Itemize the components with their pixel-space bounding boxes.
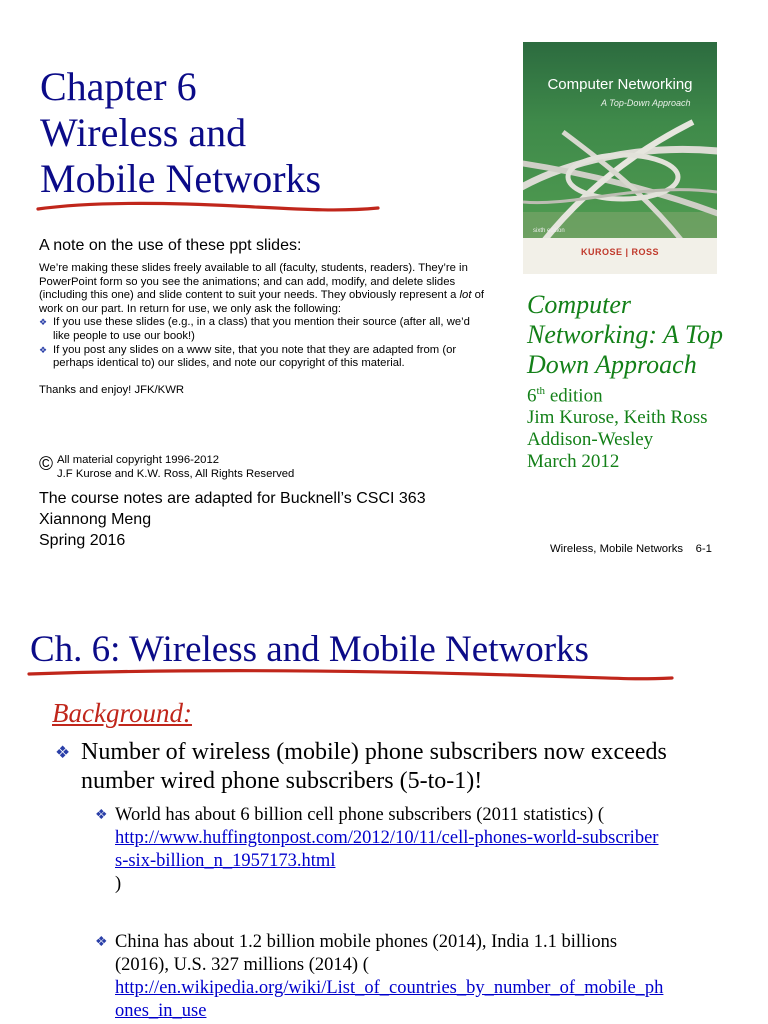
main-bullet-text: Number of wireless (mobile) phone subscribers now exceeds number wired phone subscribers (5-to-1)! (81, 739, 667, 794)
note-heading: A note on the use of these ppt slides: (39, 237, 302, 254)
book-title-line: Networking: A Top (527, 320, 724, 349)
book-title-line: Down Approach (527, 350, 697, 379)
diamond-bullet-icon: ❖ (95, 935, 108, 950)
note-thanks: Thanks and enjoy! JFK/KWR (39, 383, 185, 396)
slide-title: Ch. 6: Wireless and Mobile Networks (30, 629, 589, 670)
note-intro-text: We’re making these slides freely available to all (faculty, students, readers). They’re in PowerPoint form so you see the animations; and can add, modify, and delete slides (including this one) and slide content to suit your needs. They obviously represent a (39, 262, 468, 302)
title-underline (36, 196, 381, 218)
slide-2 (0, 596, 768, 1024)
note-intro-italic: lot (459, 289, 472, 302)
diamond-bullet-icon: ❖ (39, 344, 48, 355)
title-line-1: Chapter 6 (40, 64, 197, 109)
main-bullet (55, 738, 695, 796)
note-body (39, 262, 489, 397)
book-title-line: Computer (527, 290, 631, 319)
cover-subtitle: A Top-Down Approach (601, 98, 691, 108)
wikipedia-link[interactable]: http://en.wikipedia.org/wiki/List_of_countries_by_number_of_mobile_phones_in_use (115, 978, 664, 1021)
note-bullet-list (39, 316, 489, 370)
course-line: The course notes are adapted for Bucknell’s CSCI 363 (39, 490, 426, 507)
book-edition (527, 380, 723, 407)
edition-word: edition (545, 385, 603, 407)
cover-authors: KUROSE | ROSS (580, 247, 660, 257)
sub-bullet-text-start: China has about 1.2 billion mobile phones (2014), India 1.1 billions (2016), U.S. 327 millions (2014) ( (115, 932, 618, 975)
note-bullet-text: If you post any slides on a www site, that you note that they are adapted from (or perhaps identical to) our slides, and note our copyright of this material. (53, 343, 457, 370)
copyright-line: J.F Kurose and K.W. Ross, All Rights Reserved (57, 467, 295, 480)
title-line-3: Mobile Networks (40, 156, 322, 201)
sub-bullet-text (95, 931, 665, 1023)
diamond-bullet-icon: ❖ (55, 743, 71, 762)
book-publisher: Addison-Wesley (527, 429, 654, 451)
copyright-text (57, 454, 294, 481)
book-cover (523, 42, 717, 274)
book-authors: Jim Kurose, Keith Ross (527, 407, 708, 429)
huffingtonpost-link[interactable]: http://www.huffingtonpost.com/2012/10/11/cell-phones-world-subscribers-six-billion_n_1957173.html (115, 828, 659, 871)
sub-bullet-text-start: World has about 6 billion cell phone subscribers (2011 statistics) ( (115, 805, 605, 825)
slide-title (40, 64, 321, 202)
copyright-line: All material copyright 1996-2012 (57, 454, 220, 466)
sub-bullet-china (95, 931, 665, 1023)
note-bullet-item (39, 316, 489, 343)
title-underline (26, 666, 676, 686)
slide-footer: Wireless, Mobile Networks 6-1 (550, 543, 712, 555)
diamond-bullet-icon: ❖ (39, 317, 48, 328)
note-bullet-item (39, 344, 489, 371)
note-intro-text-end: of work on our part. In return for use, we only ask the following: (39, 289, 485, 315)
note-intro (39, 262, 489, 316)
sub-bullet-text (95, 804, 665, 896)
sub-bullet-world (95, 804, 665, 896)
cover-title: Computer Networking (547, 76, 693, 93)
sub-bullet-text-end: ) (115, 874, 122, 894)
note-bullet-text: If you use these slides (e.g., in a class) that you mention their source (after all, we’d like people to use our book!) (53, 316, 470, 342)
copyright-symbol: © (39, 454, 53, 475)
edition-sup: th (536, 385, 546, 397)
edition-number: 6 (527, 385, 537, 407)
course-author: Xiannong Meng (39, 511, 152, 528)
cover-edition: sixth edition (533, 228, 565, 234)
diamond-bullet-icon: ❖ (95, 808, 108, 823)
book-date: March 2012 (527, 451, 620, 473)
course-term: Spring 2016 (39, 532, 126, 549)
book-title (527, 290, 723, 380)
course-notes (39, 488, 426, 551)
title-line-2: Wireless and (40, 110, 247, 155)
background-heading: Background: (52, 698, 192, 728)
book-info (527, 290, 723, 473)
